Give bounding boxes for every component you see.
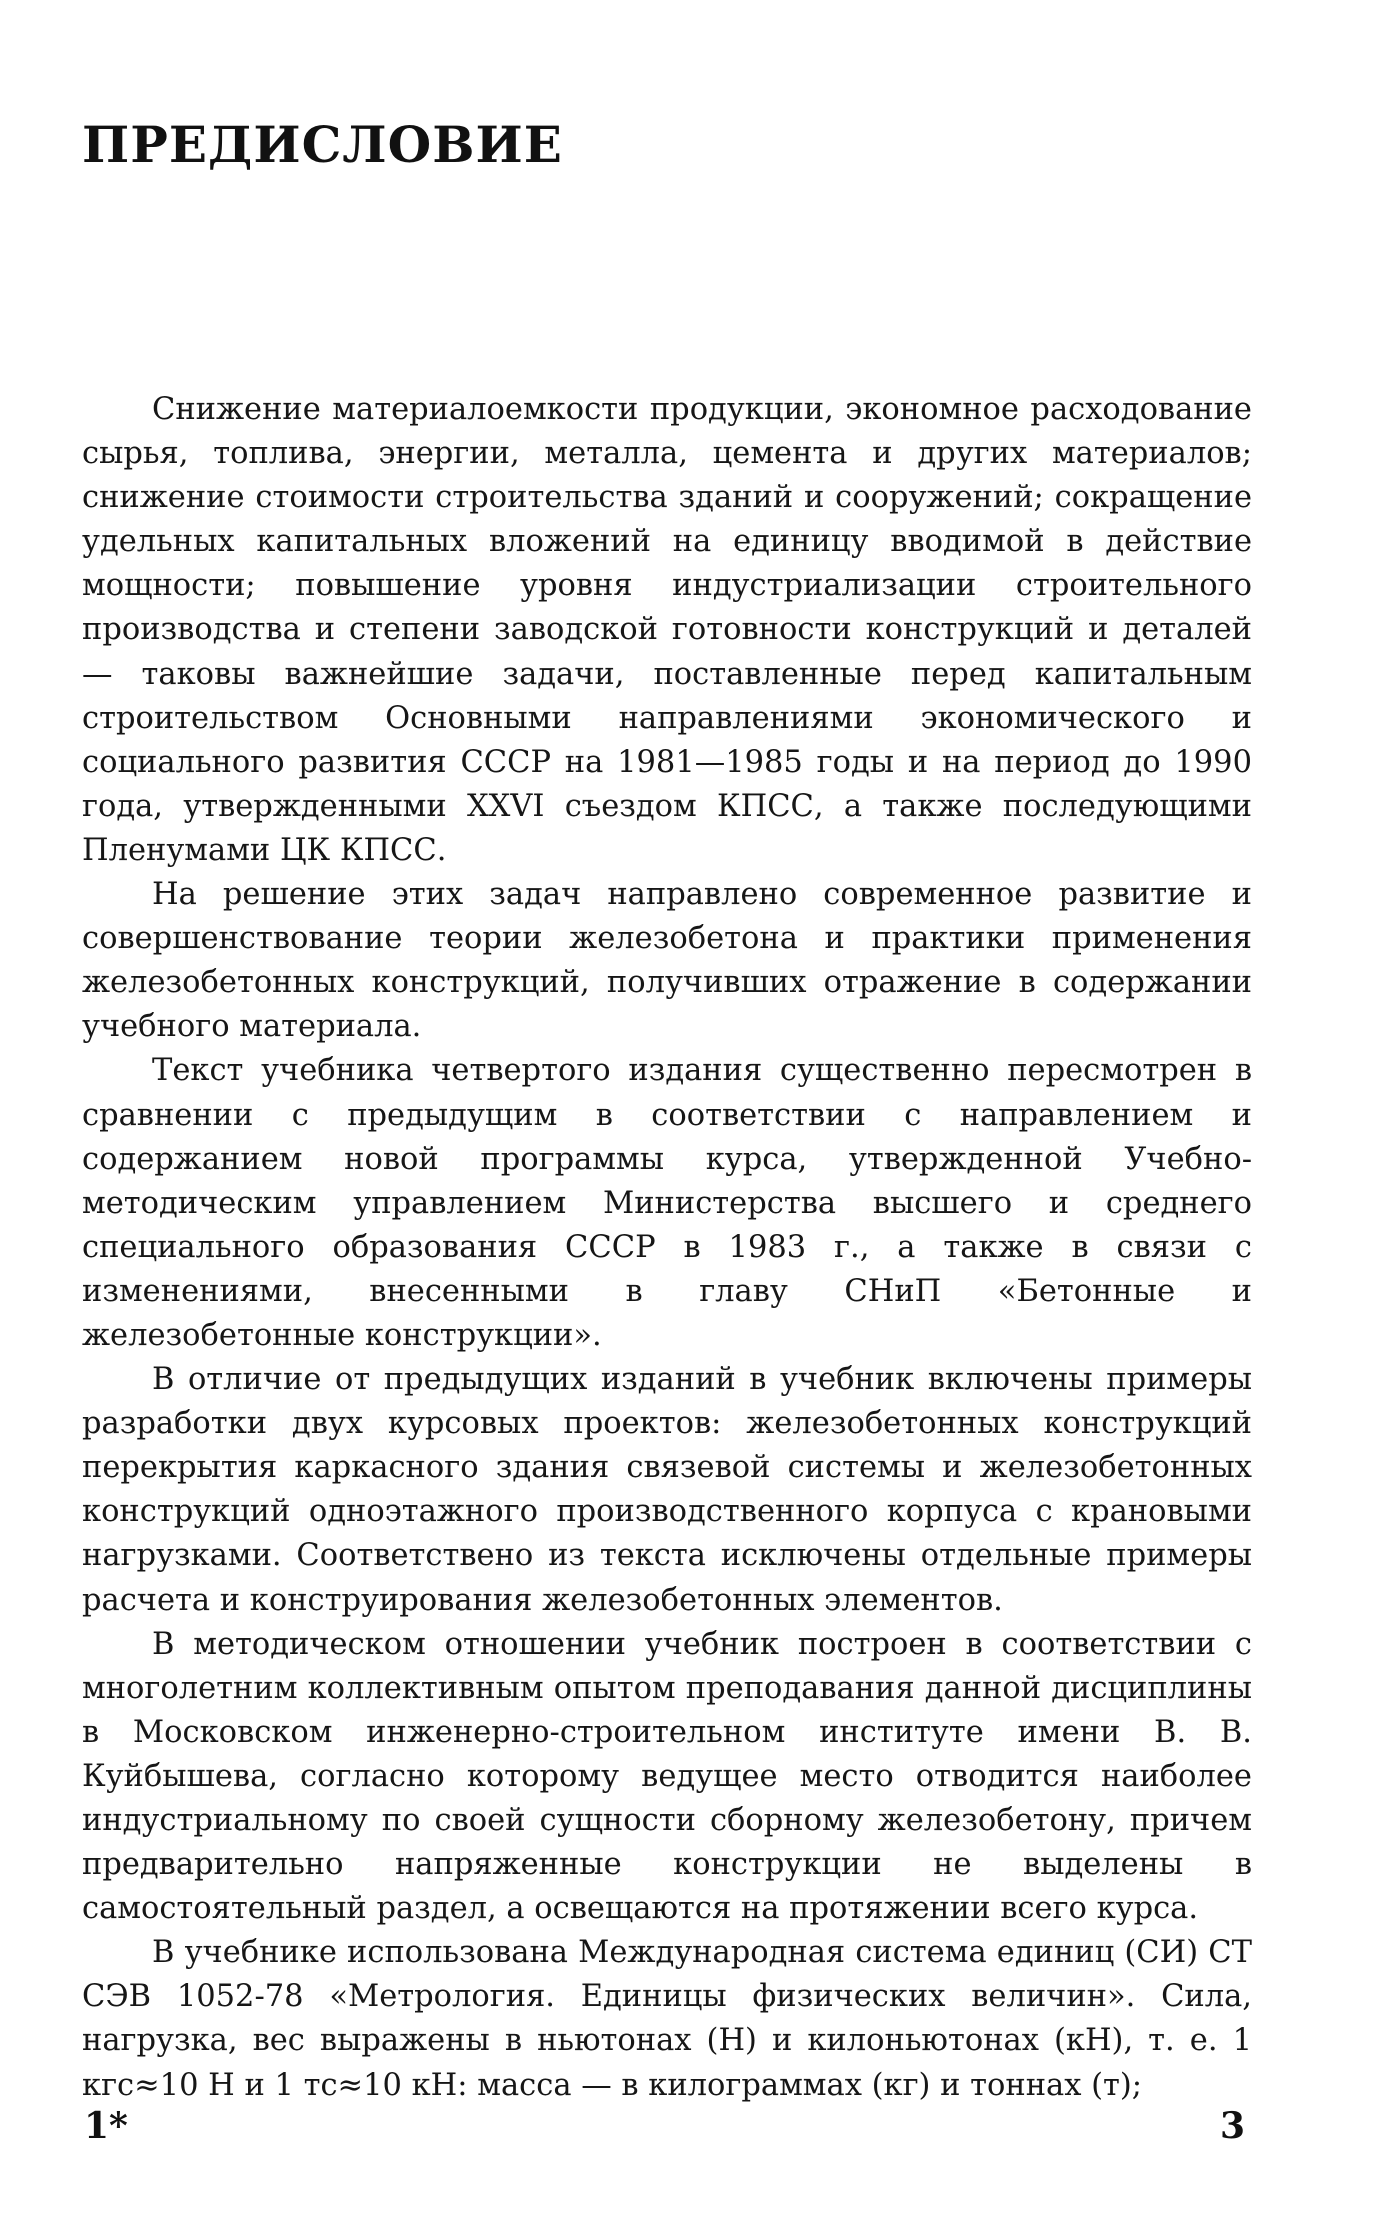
paragraph-6: В учебнике использована Международная система единиц (СИ) СТ СЭВ 1052-78 «Метрология. Единицы физических величин». Сила, нагрузка, вес выражены в ньютонах (Н) и килоньютонах (кН), т. е. 1 кгс≈10 Н и 1 тс≈10 кН: масса — в килограммах (кг) и тоннах (т); [82, 1935, 1252, 2103]
paragraph-1: Снижение материалоемкости продукции, экономное расходование сырья, топлива, энергии, металла, цемента и других материалов; снижение стоимости строительства зданий и сооружений; сокращение удельных капитальных вложений на единицу вводимой в действие мощности; повышение уровня индустриализации строительного производства и степени заводской готовности конструкций и деталей — таковы важнейшие задачи, поставленные перед капитальным строительством Основными направлениями экономического и социального развития СССР на 1981—1985 годы и на период до 1990 года, утвержденными XXVI съездом КПСС, а также последующими Пленумами ЦК КПСС. [82, 392, 1252, 868]
paragraph-5: В методическом отношении учебник построен в соответствии с многолетним коллективным опытом преподавания данной дисциплины в Московском инженерно-строительном институте имени В. В. Куйбышева, согласно которому ведущее место отводится наиболее индустриальному по своей сущности сборному железобетону, причем предварительно напряженные конструкции не выделены в самостоятельный раздел, а освещаются на протяжении всего курса. [82, 1626, 1252, 1927]
page-number: 3 [1220, 2105, 1246, 2147]
paragraph-2: На решение этих задач направлено современное развитие и совершенствование теории железобетона и практики применения железобетонных конструкций, получивших отражение в содержании учебного материала. [82, 877, 1252, 1045]
paragraph-4: В отличие от предыдущих изданий в учебник включены примеры разработки двух курсовых проектов: железобетонных конструкций перекрытия каркасного здания связевой системы и железобетонных конструкций одноэтажного производственного корпуса с крановыми нагрузками. Соответствено из текста исключены отдельные примеры расчета и конструирования железобетонных элементов. [82, 1362, 1252, 1618]
page-title: ПРЕДИСЛОВИЕ [82, 115, 563, 174]
preface-body [82, 388, 1252, 2108]
paragraph-3: Текст учебника четвертого издания существенно пересмотрен в сравнении с предыдущим в соответствии с направлением и содержанием новой программы курса, утвержденной Учебно-методическим управлением Министерства высшего и среднего специального образования СССР в 1983 г., а также в связи с изменениями, внесенными в главу СНиП «Бетонные и железобетонные конструкции». [82, 1053, 1252, 1353]
signature-mark: 1* [84, 2105, 128, 2147]
